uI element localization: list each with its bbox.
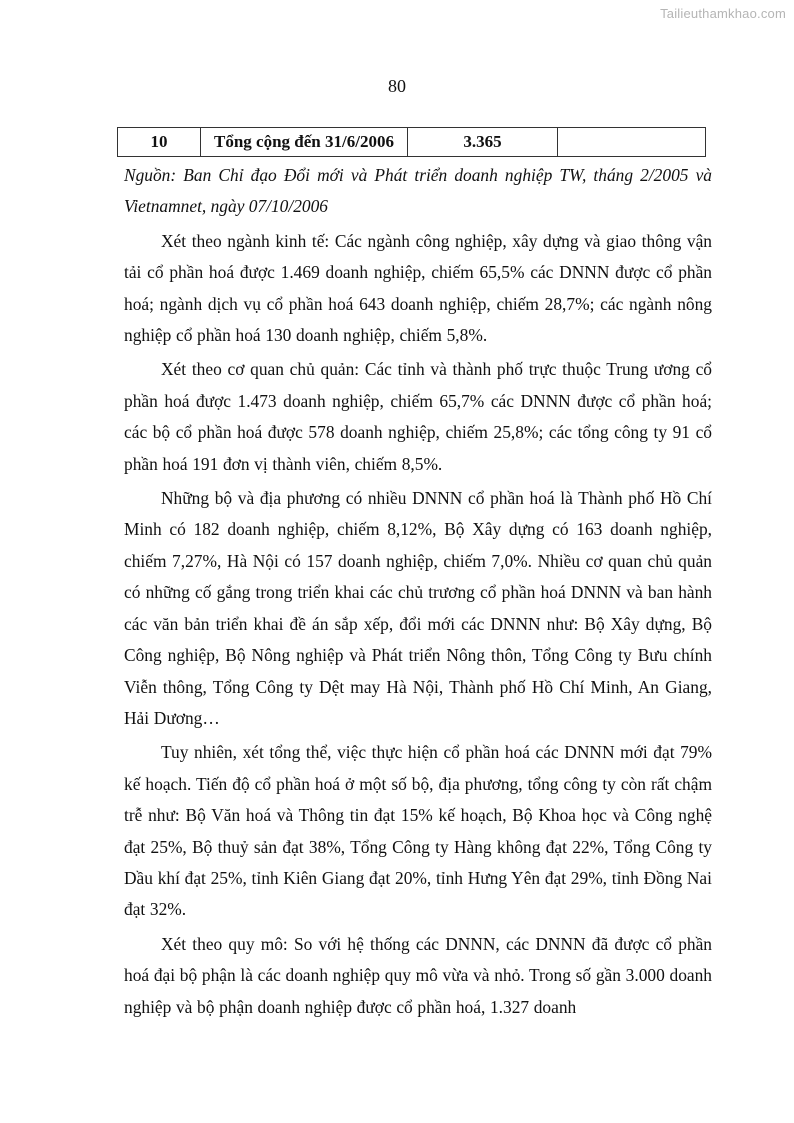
paragraph-managing-agency: Xét theo cơ quan chủ quản: Các tỉnh và thành phố trực thuộc Trung ương cổ phần hoá được 1.473 doanh nghiệp, chiếm 65,7% các DNNN được cổ phần hoá; các bộ cổ phần hoá được 578 doanh nghiệp, chiếm 25,8%; các tổng công ty 91 cổ phần hoá 191 đơn vị thành viên, chiếm 8,5%. bbox=[124, 359, 712, 474]
watermark-text: Tailieuthamkhao.com bbox=[660, 6, 786, 21]
table-row bbox=[118, 128, 706, 157]
row-value-cell: 3.365 bbox=[408, 128, 558, 157]
row-number-cell: 10 bbox=[118, 128, 201, 157]
paragraph-economic-sector: Xét theo ngành kinh tế: Các ngành công nghiệp, xây dựng và giao thông vận tải cổ phần hoá được 1.469 doanh nghiệp, chiếm 65,5% các DNNN được cổ phần hoá; ngành dịch vụ cổ phần hoá 643 doanh nghiệp, chiếm 28,7%; các ngành nông nghiệp cổ phần hoá 130 doanh nghiệp, chiếm 5,8%. bbox=[124, 230, 712, 346]
row-label-cell: Tổng cộng đến 31/6/2006 bbox=[201, 128, 408, 157]
row-note-cell bbox=[558, 128, 706, 157]
source-citation: Nguồn: Ban Chỉ đạo Đổi mới và Phát triển doanh nghiệp TW, tháng 2/2005 và Vietnamnet, ngày 07/10/2006 bbox=[124, 165, 712, 217]
summary-table bbox=[117, 127, 706, 157]
paragraph-leading-localities: Những bộ và địa phương có nhiều DNNN cổ phần hoá là Thành phố Hồ Chí Minh có 182 doanh nghiệp, chiếm 8,12%, Bộ Xây dựng có 163 doanh nghiệp, chiếm 7,27%, Hà Nội có 157 doanh nghiệp, chiếm 7,0%. Nhiều cơ quan chủ quản có những cố gắng trong triển khai các chủ trương cổ phần hoá DNNN và ban hành các văn bản triển khai đề án sắp xếp, đổi mới các DNNN như: Bộ Xây dựng, Bộ Công nghiệp, Bộ Nông nghiệp và Phát triển Nông thôn, Tổng Công ty Bưu chính Viễn thông, Tổng Công ty Dệt may Hà Nội, Thành phố Hồ Chí Minh, An Giang, Hải Dương… bbox=[124, 488, 712, 728]
paragraph-overall-progress: Tuy nhiên, xét tổng thể, việc thực hiện cổ phần hoá các DNNN mới đạt 79% kế hoạch. Tiến độ cổ phần hoá ở một số bộ, địa phương, tổng công ty còn rất chậm trễ như: Bộ Văn hoá và Thông tin đạt 15% kế hoạch, Bộ Khoa học và Công nghệ đạt 25%, Bộ thuỷ sản đạt 38%, Tổng Công ty Hàng không đạt 22%, Tổng Công ty Dầu khí đạt 25%, tỉnh Kiên Giang đạt 20%, tỉnh Hưng Yên đạt 29%, tỉnh Đồng Nai đạt 32%. bbox=[124, 742, 712, 920]
page-number: 80 bbox=[388, 76, 406, 96]
document-body bbox=[124, 160, 712, 1023]
paragraph-enterprise-scale: Xét theo quy mô: So với hệ thống các DNNN, các DNNN đã được cổ phần hoá đại bộ phận là các doanh nghiệp quy mô vừa và nhỏ. Trong số gần 3.000 doanh nghiệp và bộ phận doanh nghiệp được cổ phần hoá, 1.327 doanh bbox=[124, 933, 712, 1017]
